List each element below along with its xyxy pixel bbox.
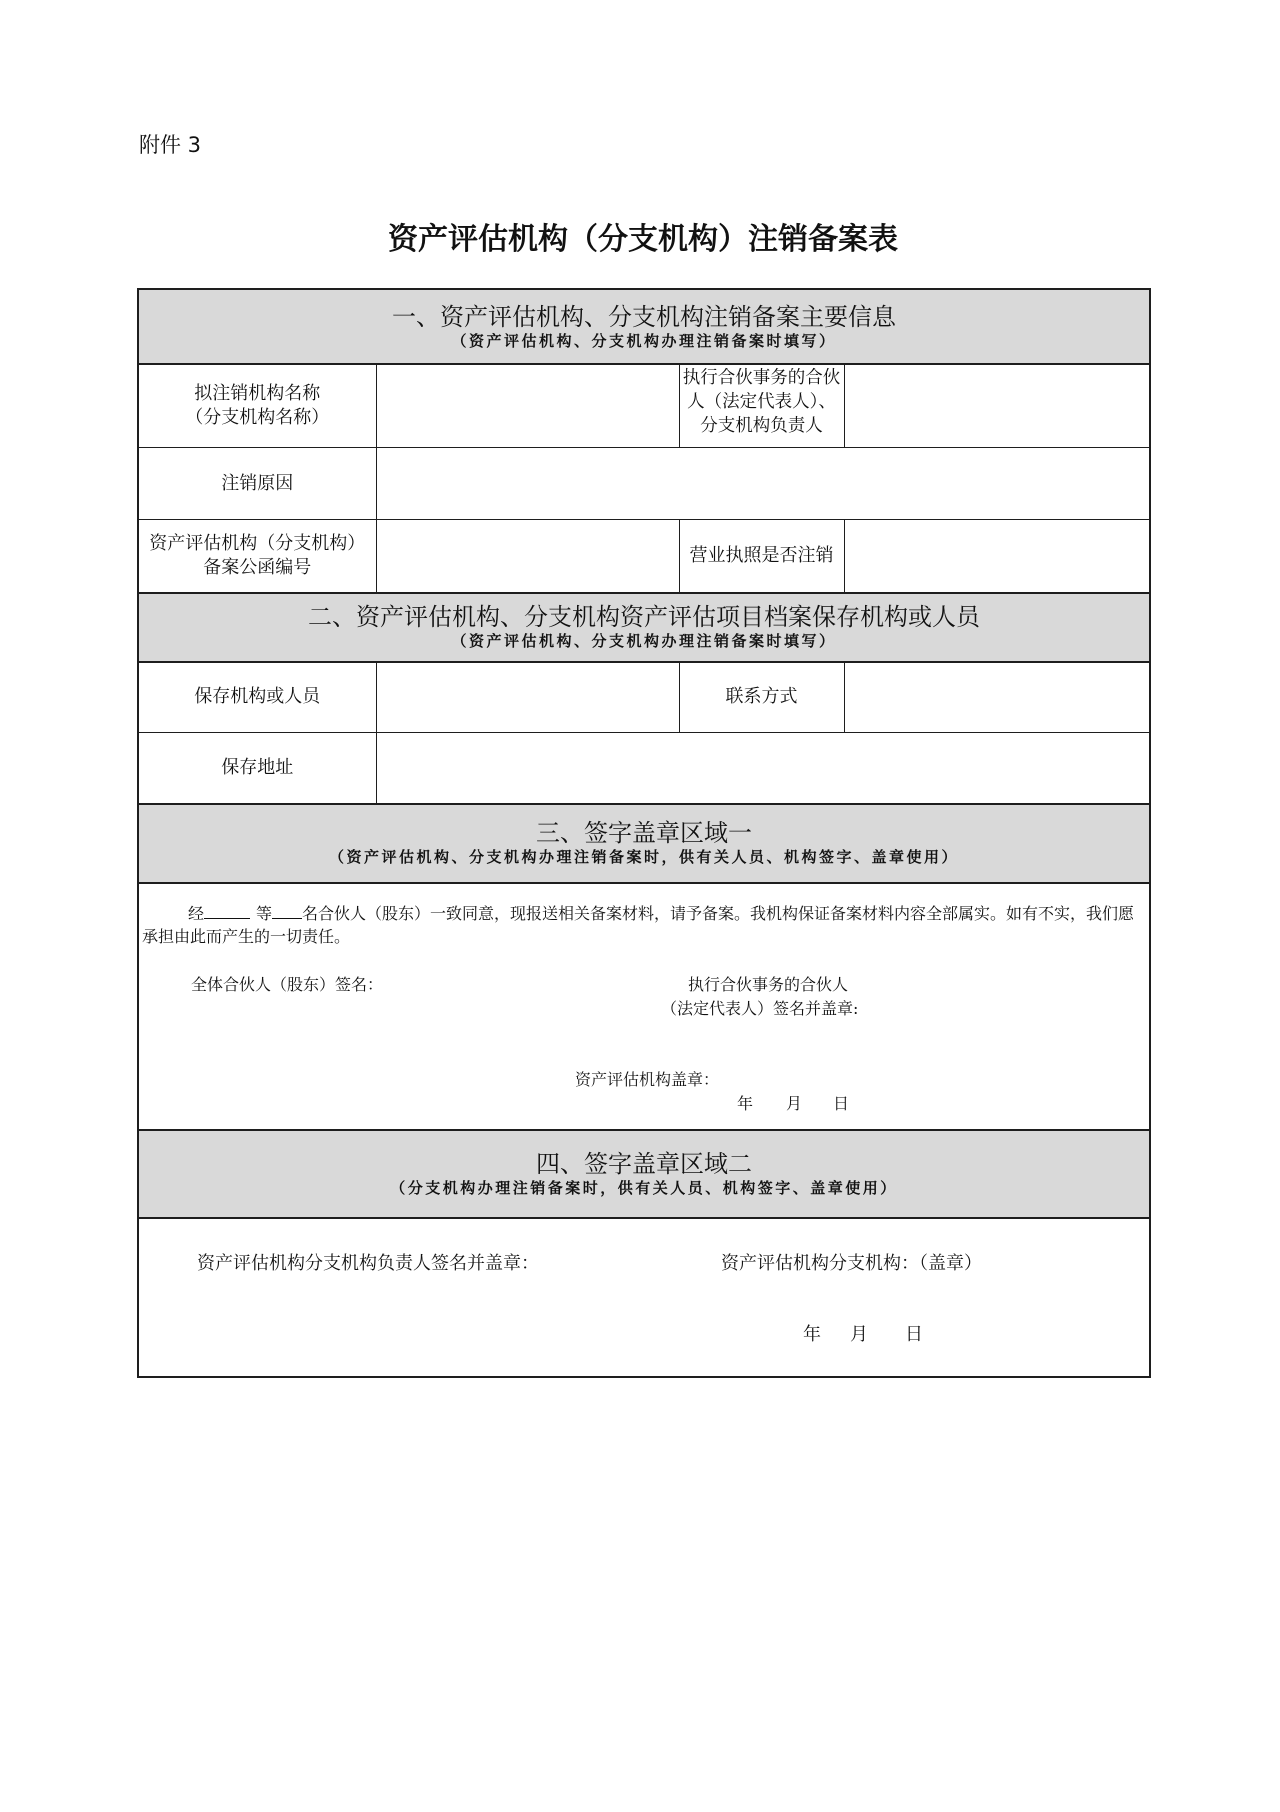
org-name-label-line-1: 拟注销机构名称 [194, 383, 321, 404]
reason-value-cell [376, 448, 1150, 520]
section-4-sign-area [138, 1218, 1150, 1377]
partner-label: 执行合伙事务的合伙人（法定代表人）、分支机构负责人 [682, 368, 841, 436]
license-cancelled-label: 营业执照是否注销 [679, 520, 844, 593]
branch-head-signature-label: 资产评估机构分支机构负责人签名并盖章： [197, 1252, 539, 1274]
filing-no-label-cell [138, 520, 376, 593]
all-partners-signature-label: 全体合伙人（股东）签名： [191, 974, 384, 994]
section-4-header [138, 1130, 1150, 1218]
exec-partner-signature-label-line-1: 执行合伙事务的合伙人 [688, 974, 849, 994]
section-1-header-row [138, 289, 1150, 364]
section-2-header [138, 593, 1150, 662]
exec-partner-signature-label-line-2: （法定代表人）签名并盖章: [661, 998, 859, 1018]
date-day-label: 日 [905, 1323, 923, 1345]
address-label: 保存地址 [138, 733, 376, 804]
date-year-label: 年 [737, 1093, 754, 1113]
license-cancelled-value-cell [844, 520, 1150, 593]
section-4-date [803, 1323, 923, 1347]
section-4-note: （分支机构办理注销备案时，供有关人员、机构签字、盖章使用） [390, 1178, 898, 1197]
filing-no-label-line-1: 资产评估机构（分支机构） [149, 532, 366, 554]
org-name-label-line-2: （分支机构名称） [185, 407, 330, 428]
custodian-row [138, 662, 1150, 733]
section-1-note: （资产评估机构、分支机构办理注销备案时填写） [451, 331, 837, 350]
date-month-label: 月 [786, 1093, 803, 1113]
attachment-label: 附件 3 [139, 133, 202, 157]
section-3-sign-area [138, 883, 1150, 1130]
document-title: 资产评估机构（分支机构）注销备案表 [388, 222, 898, 257]
section-3-title: 三、签字盖章区域一 [536, 819, 752, 847]
section-4-sign-content [139, 1219, 1149, 1375]
contact-label: 联系方式 [679, 662, 844, 733]
section-4-header-row [138, 1130, 1150, 1218]
filing-no-row [138, 520, 1150, 593]
consent-statement [139, 902, 1149, 948]
consent-suffix: 名合伙人（股东）一致同意，现报送相关备案材料，请予备案。我机构保证备案材料内容全部属实。如有不实，我们愿承担由此而产生的一切责任。 [142, 903, 1135, 946]
org-seal-label: 资产评估机构盖章： [575, 1069, 720, 1089]
filing-no-value-cell [376, 520, 679, 593]
date-year-label: 年 [803, 1323, 821, 1345]
partner-label-cell [679, 364, 844, 448]
partner-names-blank [204, 904, 250, 919]
section-1-title: 一、资产评估机构、分支机构注销备案主要信息 [392, 302, 896, 331]
org-name-value-cell [376, 364, 679, 448]
address-row [138, 733, 1150, 804]
section-3-header-row [138, 804, 1150, 883]
filing-form-table [137, 288, 1151, 1378]
custodian-value-cell [376, 662, 679, 733]
section-2-title: 二、资产评估机构、分支机构资产评估项目档案保存机构或人员 [308, 603, 980, 631]
partner-count-blank [272, 904, 302, 919]
contact-value-cell [844, 662, 1150, 733]
section-3-note: （资产评估机构、分支机构办理注销备案时，供有关人员、机构签字、盖章使用） [328, 848, 959, 866]
custodian-label: 保存机构或人员 [138, 662, 376, 733]
section-4-body-row [138, 1218, 1150, 1377]
org-name-row [138, 364, 1150, 448]
branch-seal-label: 资产评估机构分支机构：（盖章） [721, 1252, 982, 1274]
reason-label: 注销原因 [138, 448, 376, 520]
consent-prefix: 经 [188, 903, 205, 923]
section-3-sign-content [139, 884, 1149, 1128]
section-4-title: 四、签字盖章区域二 [536, 1149, 752, 1178]
section-3-date [737, 1092, 849, 1115]
filing-no-label-line-2: 备案公函编号 [203, 556, 312, 578]
date-month-label: 月 [850, 1323, 868, 1345]
org-name-label-cell [138, 364, 376, 448]
section-3-body-row [138, 883, 1150, 1130]
address-value-cell [376, 733, 1150, 804]
section-3-header [138, 804, 1150, 883]
date-day-label: 日 [833, 1093, 850, 1113]
consent-mid: 等 [256, 903, 273, 923]
section-2-note: （资产评估机构、分支机构办理注销备案时填写） [451, 632, 837, 650]
reason-row [138, 448, 1150, 520]
section-1-header [138, 289, 1150, 364]
section-2-header-row [138, 593, 1150, 662]
partner-value-cell [844, 364, 1150, 448]
